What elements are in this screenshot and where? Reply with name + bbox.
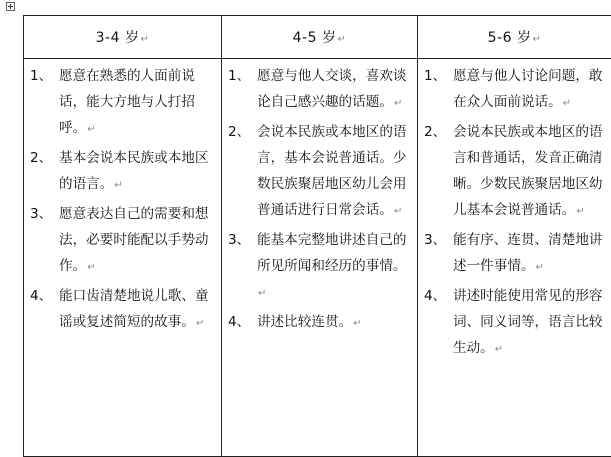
column-age-4-5-cell bbox=[222, 59, 418, 457]
paragraph-mark-icon: ↵ bbox=[532, 34, 541, 45]
list-item: 3、 能基本完整地讲述自己的所见所闻和经历的事情。↵ bbox=[228, 227, 411, 307]
list-item: 3、 愿意表达自己的需要和想法，必要时能配以手势动作。↵ bbox=[30, 201, 215, 281]
list-item: 1、 愿意在熟悉的人面前说话，能大方地与人打招呼。↵ bbox=[30, 63, 215, 143]
paragraph-mark-icon: ↵ bbox=[140, 34, 149, 45]
table-row bbox=[24, 59, 611, 457]
list-item: 2、 会说本民族或本地区的语言，基本会说普通话。少数民族聚居地区幼儿会用普通话进行日常会话。↵ bbox=[228, 119, 411, 225]
list-item: 4、 能口齿清楚地说儿歌、童谣或复述简短的故事。↵ bbox=[30, 283, 215, 337]
list-item: 1、 愿意与他人讨论问题，敢在众人面前说话。↵ bbox=[424, 63, 605, 117]
goal-list bbox=[228, 63, 411, 337]
language-goals-table bbox=[23, 15, 611, 457]
header-age-3-4: 3-4 岁↵ bbox=[24, 16, 222, 59]
column-age-5-6-cell bbox=[418, 59, 611, 457]
column-age-3-4-cell bbox=[24, 59, 222, 457]
table-move-handle-icon[interactable] bbox=[6, 2, 15, 11]
list-item: 2、 会说本民族或本地区的语言和普通话，发音正确清晰。少数民族聚居地区幼儿基本会说普通话。↵ bbox=[424, 119, 605, 225]
goal-list bbox=[30, 63, 215, 337]
list-item: 3、 能有序、连贯、清楚地讲述一件事情。↵ bbox=[424, 227, 605, 281]
header-age-5-6: 5-6 岁↵ bbox=[418, 16, 611, 59]
list-item: 1、 愿意与他人交谈，喜欢谈论自己感兴趣的话题。↵ bbox=[228, 63, 411, 117]
paragraph-mark-icon: ↵ bbox=[337, 34, 346, 45]
goal-list bbox=[424, 63, 605, 363]
header-age-4-5: 4-5 岁↵ bbox=[222, 16, 418, 59]
table-header-row bbox=[24, 16, 611, 59]
list-item: 4、 讲述时能使用常见的形容词、同义词等，语言比较生动。↵ bbox=[424, 283, 605, 363]
list-item: 4、 讲述比较连贯。↵ bbox=[228, 309, 411, 337]
list-item: 2、 基本会说本民族或本地区的语言。↵ bbox=[30, 145, 215, 199]
